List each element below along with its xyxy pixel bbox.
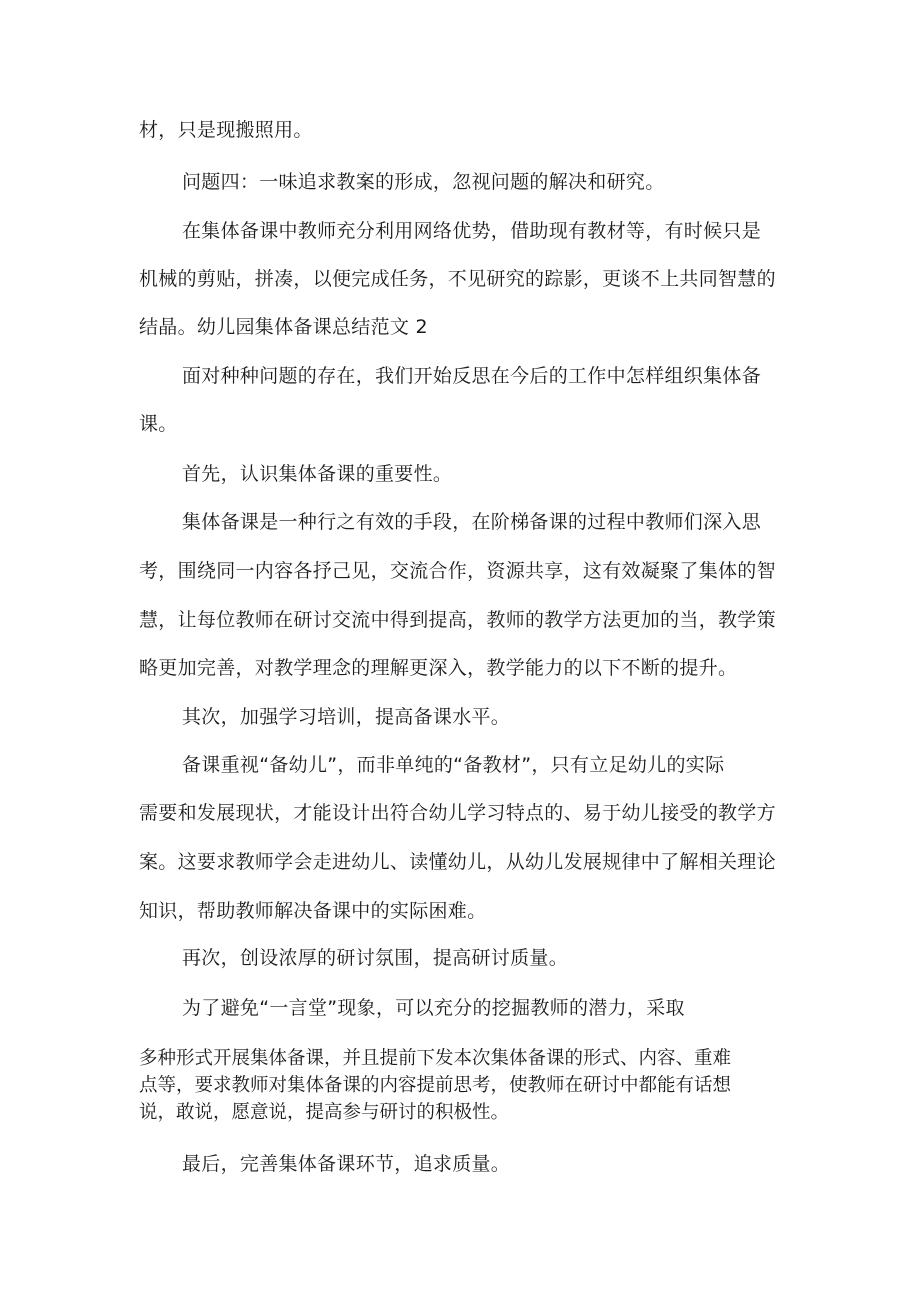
text-line: 机械的剪贴，拼凑，以便完成任务，不见研究的踪影，更谈不上共同智慧的 — [139, 268, 776, 290]
text-line: 其次，加强学习培训，提高备课水平。 — [182, 706, 511, 728]
text-line: 为了避免“一言堂”现象，可以充分的挖掘教师的潜力，采取 — [182, 997, 685, 1019]
text-line: 再次，创设浓厚的研讨氛围，提高研讨质量。 — [182, 947, 569, 969]
text-line: 说，敢说，愿意说，提高参与研讨的积极性。 — [139, 1102, 510, 1123]
text-line: 结晶。幼儿园集体备课总结范文 2 — [139, 316, 428, 338]
text-line: 略更加完善，对教学理念的理解更深入，教学能力的以下不断的提升。 — [139, 657, 738, 679]
text-line: 多种形式开展集体备课，并且提前下发本次集体备课的形式、内容、重难 — [139, 1048, 732, 1069]
text-line: 考，围绕同一内容各抒己见，交流合作，资源共享，这有效凝聚了集体的智 — [139, 560, 776, 582]
text-line: 知识，帮助教师解决备课中的实际困难。 — [139, 900, 487, 922]
text-line: 案。这要求教师学会走进幼儿、读懂幼儿，从幼儿发展规律中了解相关理论 — [139, 851, 776, 873]
text-line: 面对种种问题的存在，我们开始反思在今后的工作中怎样组织集体备 — [182, 365, 762, 387]
text-line: 集体备课是一种行之有效的手段，在阶梯备课的过程中教师们深入思 — [182, 511, 762, 533]
text-line: 慧，让每位教师在研讨交流中得到提高，教师的教学方法更加的当，教学策 — [139, 609, 776, 631]
text-line: 材，只是现搬照用。 — [139, 119, 313, 141]
text-line: 需要和发展现状，才能设计出符合幼儿学习特点的、易于幼儿接受的教学方 — [139, 802, 776, 824]
text-line: 最后，完善集体备课环节，追求质量。 — [182, 1153, 511, 1175]
text-line: 问题四：一味追求教案的形成，忽视问题的解决和研究。 — [182, 171, 665, 193]
text-line: 在集体备课中教师充分利用网络优势，借助现有教材等，有时候只是 — [182, 220, 762, 242]
text-line: 首先，认识集体备课的重要性。 — [182, 463, 453, 485]
text-line: 点等，要求教师对集体备课的内容提前思考，使教师在研讨中都能有话想 — [139, 1075, 732, 1096]
text-line: 备课重视“备幼儿”，而非单纯的“备教材”，只有立足幼儿的实际 — [182, 754, 725, 776]
text-line: 课。 — [139, 413, 178, 435]
